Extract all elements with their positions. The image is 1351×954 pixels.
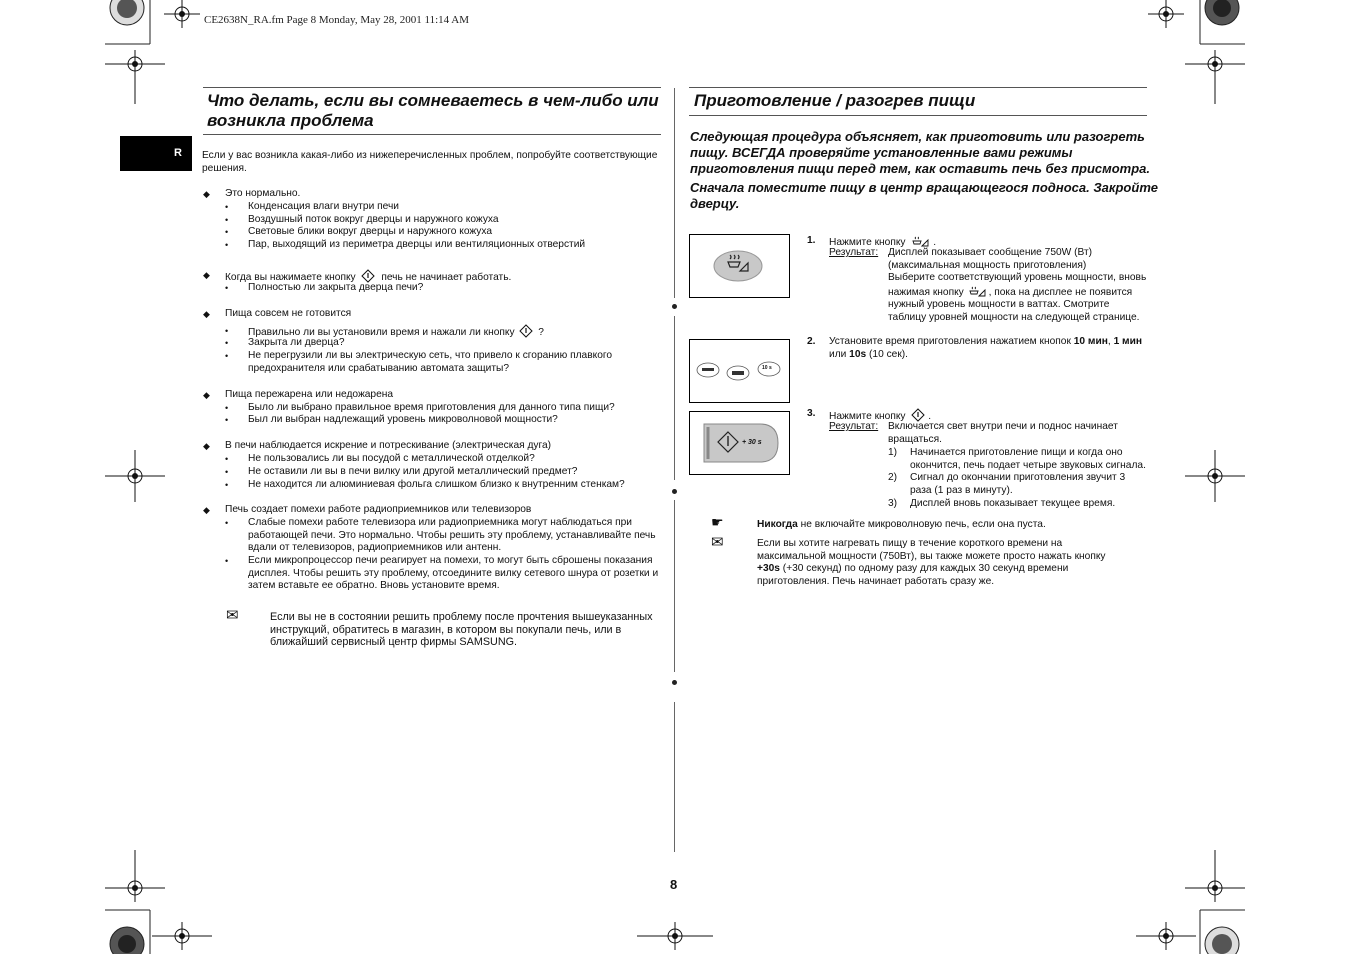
diamond-bullet: ◆	[203, 505, 210, 515]
ten-seconds-button-label: 10 s	[762, 365, 772, 371]
group5-head: В печи наблюдается искрение и потрескивание (электрическая дуга)	[225, 440, 552, 451]
diamond-bullet: ◆	[203, 309, 210, 319]
left-section-title: Что делать, если вы сомневаетесь в чем-либо или возникла проблема	[207, 91, 659, 130]
dot-bullet: •	[225, 215, 229, 225]
dot-bullet: •	[225, 556, 229, 566]
right-section-title: Приготовление / разогрев пищи	[694, 91, 976, 110]
step3-sub2-num: 2)	[888, 472, 898, 483]
dot-bullet: •	[225, 480, 229, 490]
dot-bullet: •	[225, 326, 229, 336]
dot-bullet: •	[225, 202, 229, 212]
page-number: 8	[670, 877, 678, 892]
group1-head: Это нормально.	[225, 188, 301, 199]
diamond-bullet: ◆	[203, 189, 210, 199]
group5-item: Не находится ли алюминиевая фольга слишком близко к внутренним стенкам?	[248, 479, 625, 490]
dot-bullet: •	[225, 283, 229, 293]
step3-sub3: Дисплей вновь показывает текущее время.	[910, 498, 1116, 509]
group4-item: Был ли выбран надлежащий уровень микроволновой мощности?	[248, 414, 558, 425]
dot-bullet: •	[225, 415, 229, 425]
group3-item: Не перегрузили ли вы электрическую сеть, что привело к сгоранию плавкого предохранителя или срабатыванию автомата защиты?	[248, 350, 613, 374]
step1-result: Дисплей показывает сообщение 750W (Вт) (максимальная мощность приготовления) Выберите соответствующий уровень мощности, вновь нажимая кнопку , пока на дисплее не появится нужный уровень мощности в ваттах. Смотрите таблицу уровней мощности на следующей странице.	[888, 247, 1147, 323]
warning-text: Никогда не включайте микроволновую печь, если она пуста.	[757, 519, 1046, 530]
step1-number: 1.	[807, 235, 816, 246]
step3-sub3-num: 3)	[888, 498, 898, 509]
group2-head: Когда вы нажимаете кнопку печь не начинает работать.	[225, 269, 511, 285]
step3-result: Включается свет внутри печи и поднос начинает вращаться.	[888, 421, 1118, 445]
diamond-bullet: ◆	[203, 270, 210, 280]
right-intro-2: Сначала поместите пищу в центр вращающегося подноса. Закройте дверцу.	[690, 180, 1158, 211]
group6-item: Если микропроцессор печи реагирует на помехи, то могут быть сброшены показания дисплея. Чтобы решить эту проблему, отсоедините вилку сетевого шнура от розетки и затем вставьте ее обратно. Вновь установите время.	[248, 555, 659, 592]
dot-bullet: •	[225, 454, 229, 464]
group4-head: Пища пережарена или недожарена	[225, 389, 394, 400]
step3-sub1-num: 1)	[888, 447, 898, 458]
group5-item: Не пользовались ли вы посудой с металлической отделкой?	[248, 453, 535, 464]
group3-item: Закрыта ли дверца?	[248, 337, 345, 348]
language-tab-letter: R	[174, 147, 182, 159]
tip-text: Если вы хотите нагревать пищу в течение короткого времени на максимальной мощности (750Вт), вы также можете просто нажать кнопку +30s (+30 секунд) по одному разу для каждых 30 секунд времени приготовления. Печь начинает работать сразу же.	[757, 538, 1106, 587]
dot-bullet: •	[225, 338, 229, 348]
step1-result-label: Результат:	[829, 247, 879, 258]
group6-item: Слабые помехи работе телевизора или радиоприемника могут наблюдаться при работающей печи. Это нормально. Чтобы решить эту проблему, устанавливайте печь вдали от телевизоров, радиоприемников или антенн.	[248, 517, 656, 554]
group3-head: Пища совсем не готовится	[225, 308, 352, 319]
dot-bullet: •	[225, 227, 229, 237]
group3-item: Правильно ли вы установили время и нажали ли кнопку ?	[248, 324, 544, 340]
group1-item: Конденсация влаги внутри печи	[248, 201, 399, 212]
envelope-note-icon: ✉	[226, 607, 239, 624]
step2-number: 2.	[807, 336, 816, 347]
step3-sub1: Начинается приготовление пищи и когда оно окончится, печь подает четыре звуковых сигнала.	[910, 447, 1146, 471]
dot-bullet: •	[225, 403, 229, 413]
step1-text: Нажмите кнопку .	[829, 237, 937, 248]
group4-item: Было ли выбрано правильное время приготовления для данного типа пищи?	[248, 402, 615, 413]
diamond-bullet: ◆	[203, 390, 210, 400]
dot-bullet: •	[225, 351, 229, 361]
group1-item: Воздушный поток вокруг дверцы и наружного кожуха	[248, 214, 499, 225]
dot-bullet: •	[225, 518, 229, 528]
left-note: Если вы не в состоянии решить проблему после прочтения вышеуказанных инструкций, обратитесь в магазин, в котором вы покупали печь, или в ближайший сервисный центр фирмы SAMSUNG.	[270, 611, 653, 648]
group2-item: Полностью ли закрыта дверца печи?	[248, 282, 424, 293]
file-info-line: CE2638N_RA.fm Page 8 Monday, May 28, 2001 11:14 AM	[204, 14, 470, 26]
envelope-note-icon: ✉	[711, 534, 724, 551]
step3-number: 3.	[807, 408, 816, 419]
diamond-bullet: ◆	[203, 441, 210, 451]
step3-text: Нажмите кнопку .	[829, 408, 931, 424]
step2-text: Установите время приготовления нажатием кнопок 10 мин, 1 мин или 10s (10 сек).	[829, 336, 1143, 360]
left-intro: Если у вас возникла какая-либо из нижеперечисленных проблем, попробуйте соответствующие решения.	[202, 150, 658, 174]
dot-bullet: •	[225, 240, 229, 250]
group1-item: Пар, выходящий из периметра дверцы или вентиляционных отверстий	[248, 239, 586, 250]
group5-item: Не оставили ли вы в печи вилку или другой металлический предмет?	[248, 466, 578, 477]
plus-30s-button-label: + 30 s	[742, 439, 762, 446]
step3-sub2: Сигнал до окончании приготовления звучит 3 раза (1 раз в минуту).	[910, 472, 1126, 496]
group1-item: Световые блики вокруг дверцы и наружного кожуха	[248, 226, 493, 237]
dot-bullet: •	[225, 467, 229, 477]
step3-result-label: Результат:	[829, 421, 879, 432]
pointing-hand-icon: ☛	[711, 514, 724, 530]
group6-head: Печь создает помехи работе радиоприемников или телевизоров	[225, 504, 532, 515]
right-intro-1: Следующая процедура объясняет, как приготовить или разогреть пищу. ВСЕГДА проверяйте установленные вами режимы приготовления пищи перед тем, как оставить печь без присмотра.	[690, 129, 1151, 176]
